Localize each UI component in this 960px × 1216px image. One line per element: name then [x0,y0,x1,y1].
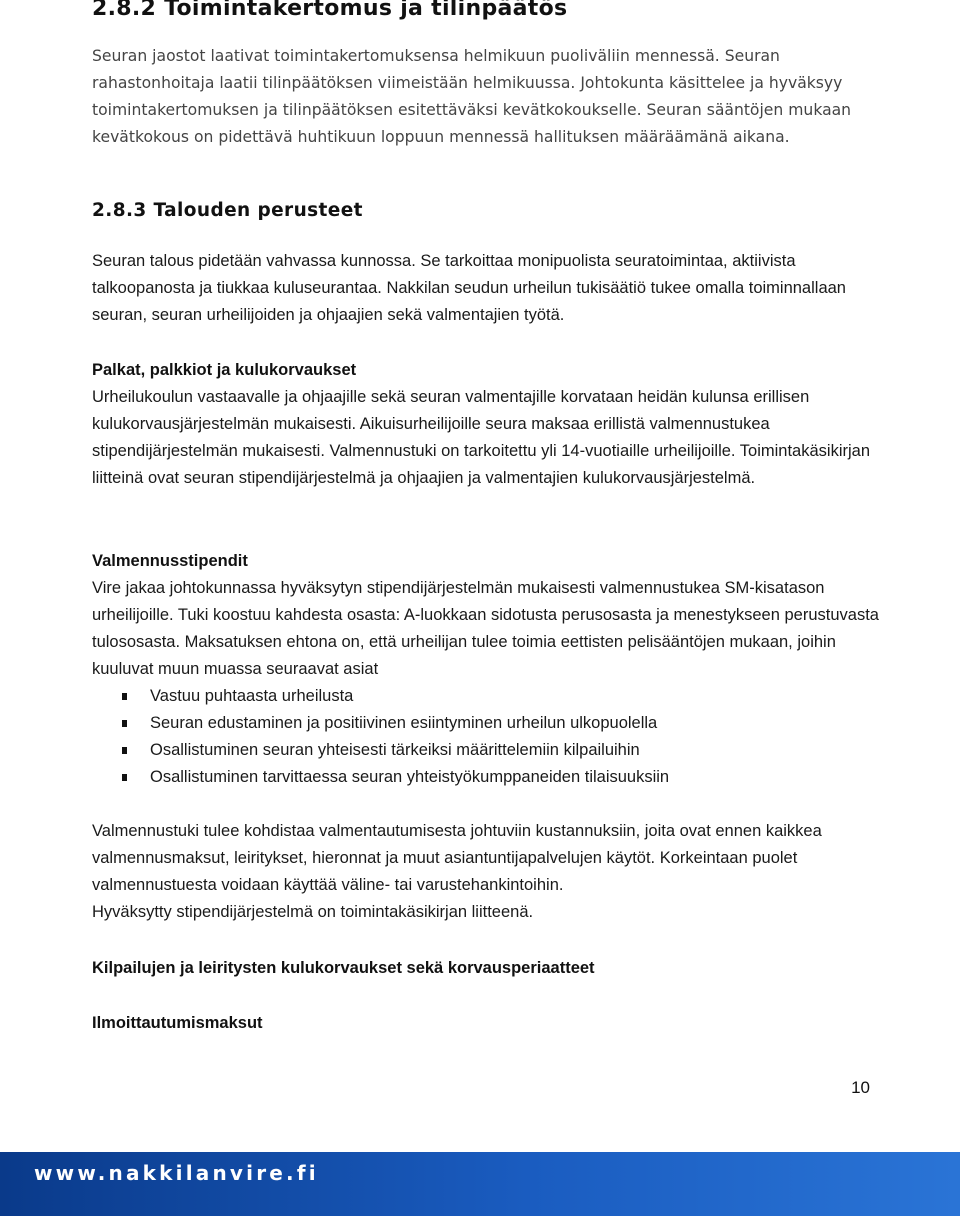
subsection-heading: 2.8.3 Talouden perusteet [92,200,363,221]
list-item [92,683,872,710]
finance-paragraph: Seuran talous pidetään vahvassa kunnossa. Se tarkoittaa monipuolista seuratoimintaa, aktiivista talkoopanosta ja tiukkaa kuluseurantaa. Nakkilan seudun urheilun tukisäätiö tukee omalla toiminnallaan seuran, seuran urheilijoiden ja ohjaajien sekä valmentajien työtä. [92,252,846,324]
footer-url[interactable]: www.nakkilanvire.fi [34,1161,319,1185]
support-paragraphs [92,818,882,926]
list-item [92,737,872,764]
registration-heading: Ilmoittautumismaksut [92,1014,263,1032]
page-number: 10 [851,1078,870,1097]
scholarship-heading: Valmennusstipendit [92,552,248,570]
support-paragraph-1: Valmennustuki tulee kohdistaa valmentautumisesta johtuviin kustannuksiin, joita ovat ennen kaikkea valmennusmaksut, leiritykset, hieronnat ja muut asiantuntijapalvelujen käytöt. Korkeintaan puolet valmennustuesta voidaan käyttää väline- tai varustehankintoihin. [92,822,822,894]
square-bullet-icon [122,774,127,781]
list-item-text: Seuran edustaminen ja positiivinen esiintyminen urheilun ulkopuolella [150,714,658,732]
wages-paragraph: Urheilukoulun vastaavalle ja ohjaajille sekä seuran valmentajille korvataan heidän kulunsa erillisen kulukorvausjärjestelmän mukaisesti. Aikuisurheilijoille seura maksaa erillistä valmennustukea stipendijärjestelmän mukaisesti. Valmennustuki on tarkoitettu yli 14-vuotiaille urheilijoille. Toimintakäsikirjan liitteinä ovat seuran stipendijärjestelmä ja ohjaajien ja valmentajien kulukorvausjärjestelmä. [92,388,870,487]
rules-list [92,683,872,791]
section-heading: 2.8.2 Toimintakertomus ja tilinpäätös [92,0,568,21]
list-item [92,710,872,737]
square-bullet-icon [122,693,127,700]
list-item-text: Vastuu puhtaasta urheilusta [150,687,354,705]
list-item-text: Osallistuminen tarvittaessa seuran yhteistyökumppaneiden tilaisuuksiin [150,768,670,786]
scholarship-paragraph: Vire jakaa johtokunnassa hyväksytyn stipendijärjestelmän mukaisesti valmennustukea SM-kisatason urheilijoille. Tuki koostuu kahdesta osasta: A-luokkaan sidotusta perusosasta ja menestykseen perustuvasta tulososasta. Maksatuksen ehtona on, että urheilijan tulee toimia eettisten pelisääntöjen mukaan, joihin kuuluvat muun muassa seuraavat asiat [92,579,879,678]
square-bullet-icon [122,747,127,754]
support-paragraph-2: Hyväksytty stipendijärjestelmä on toimintakäsikirjan liitteenä. [92,903,534,921]
wages-heading: Palkat, palkkiot ja kulukorvaukset [92,361,357,379]
list-item [92,764,872,791]
intro-paragraph: Seuran jaostot laativat toimintakertomuksensa helmikuun puoliväliin mennessä. Seuran rahastonhoitaja laatii tilinpäätöksen viimeistään helmikuussa. Johtokunta käsittelee ja hyväksyy toimintakertomuksen ja tilinpäätöksen esitettäväksi kevätkokoukselle. Seuran sääntöjen mukaan kevätkokous on pidettävä huhtikuun loppuun mennessä hallituksen määräämänä aikana. [92,47,852,146]
competition-heading: Kilpailujen ja leiritysten kulukorvaukset sekä korvausperiaatteet [92,959,595,977]
list-item-text: Osallistuminen seuran yhteisesti tärkeiksi määrittelemiin kilpailuihin [150,741,640,759]
square-bullet-icon [122,720,127,727]
